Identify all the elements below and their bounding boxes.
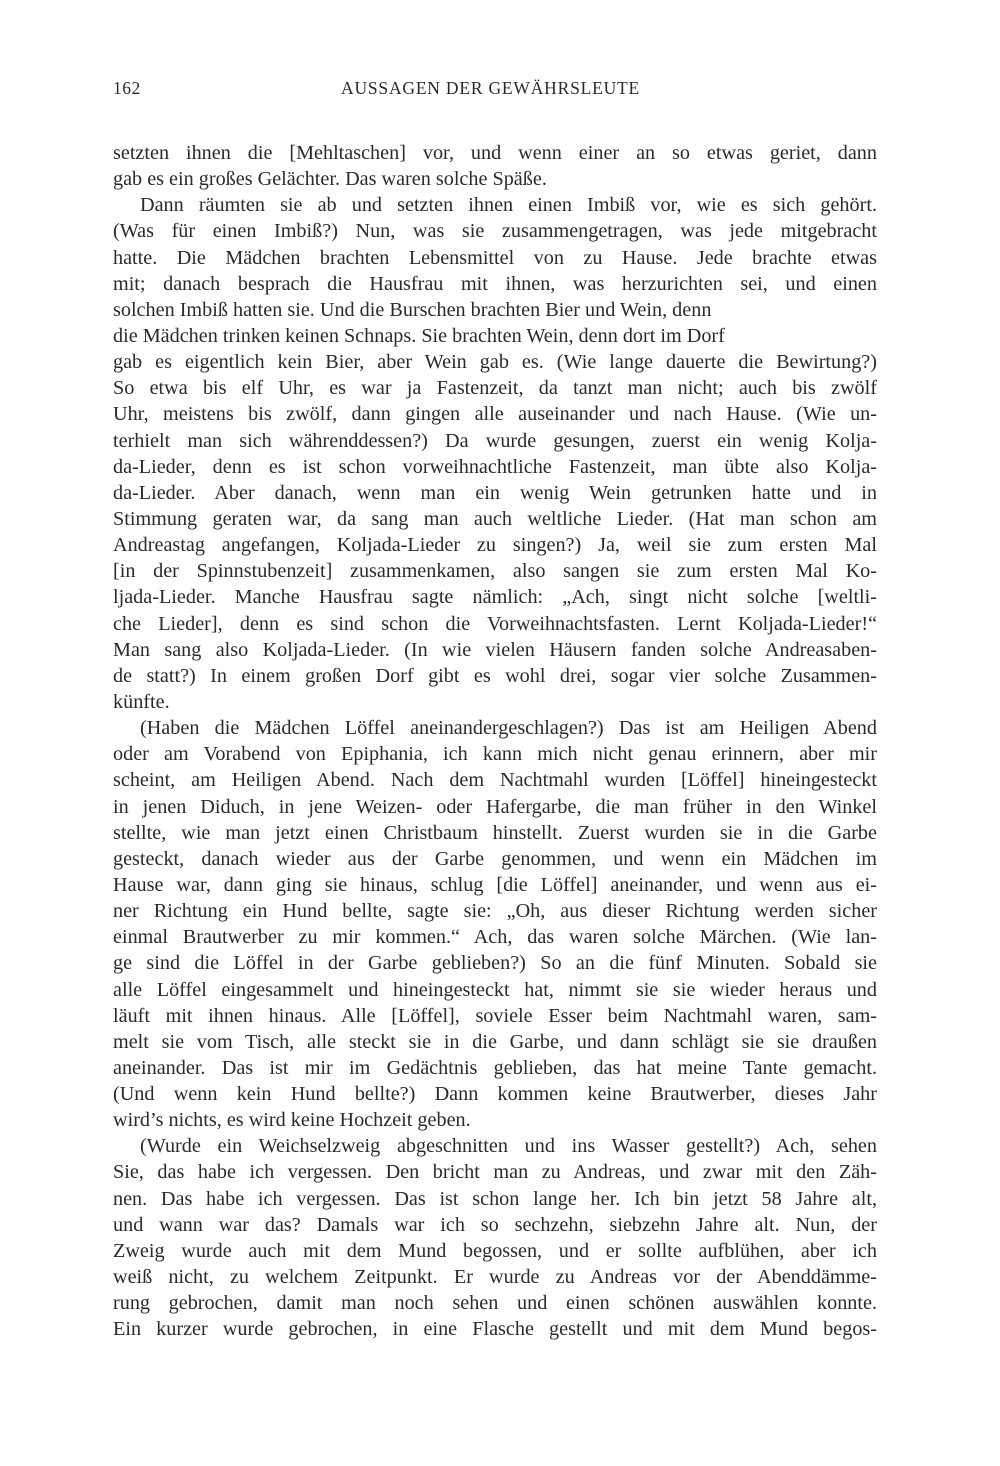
text-line: (Wurde ein Weichselzweig abgeschnitten und ins Wasser gestellt?) Ach, sehen <box>140 1135 877 1158</box>
text-line: gab es eigentlich kein Bier, aber Wein gab es. (Wie lange dauerte die Bewirtung?) <box>113 351 877 374</box>
text-line: da-Lieder. Aber danach, wenn man ein wenig Wein getrunken hatte und in <box>113 481 877 504</box>
text-line: in jenen Diduch, in jene Weizen- oder Hafergarbe, die man früher in den Winkel <box>113 795 877 818</box>
text-line: Dann räumten sie ab und setzten ihnen einen Imbiß vor, wie es sich gehört. <box>140 194 877 217</box>
text-line: [in der Spinnstubenzeit] zusammenkamen, also sangen sie zum ersten Mal Ko- <box>113 560 877 583</box>
text-line: So etwa bis elf Uhr, es war ja Fastenzeit, da tanzt man nicht; auch bis zwölf <box>113 377 877 400</box>
text-line: Andreastag angefangen, Koljada-Lieder zu singen?) Ja, weil sie zum ersten Mal <box>113 534 877 557</box>
text-line: melt sie vom Tisch, alle steckt sie in die Garbe, und dann schlägt sie sie draußen <box>113 1030 877 1053</box>
text-line: mit; danach besprach die Hausfrau mit ihnen, was herzurichten sei, und einen <box>113 272 877 295</box>
text-line: Ein kurzer wurde gebrochen, in eine Flasche gestellt und mit dem Mund begos- <box>113 1318 877 1341</box>
text-line: Sie, das habe ich vergessen. Den bricht man zu Andreas, und zwar mit den Zäh- <box>113 1161 877 1184</box>
text-line: (Und wenn kein Hund bellte?) Dann kommen keine Brautwerber, dieses Jahr <box>113 1083 877 1106</box>
text-line: nen. Das habe ich vergessen. Das ist schon lange her. Ich bin jetzt 58 Jahre alt, <box>113 1187 877 1210</box>
text-line: Uhr, meistens bis zwölf, dann gingen alle auseinander und nach Hause. (Wie un- <box>113 403 877 426</box>
page-number: 162 <box>113 78 141 98</box>
text-line: (Was für einen Imbiß?) Nun, was sie zusammengetragen, was jede mitgebracht <box>113 220 877 243</box>
text-line: die Mädchen trinken keinen Schnaps. Sie brachten Wein, denn dort im Dorf <box>113 324 725 347</box>
text-line: terhielt man sich währenddessen?) Da wurde gesungen, zuerst ein wenig Kolja- <box>113 429 877 452</box>
text-line: wird’s nichts, es wird keine Hochzeit geben. <box>113 1109 471 1132</box>
text-line: gesteckt, danach wieder aus der Garbe genommen, und wenn ein Mädchen im <box>113 847 877 870</box>
text-line: oder am Vorabend von Epiphania, ich kann mich nicht genau erinnern, aber mir <box>113 743 877 766</box>
text-line: alle Löffel eingesammelt und hineingesteckt hat, nimmt sie sie wieder heraus und <box>113 978 877 1001</box>
text-line: ner Richtung ein Hund bellte, sagte sie: „Oh, aus dieser Richtung werden sicher <box>113 900 877 923</box>
text-line: solchen Imbiß hatten sie. Und die Burschen brachten Bier und Wein, denn <box>113 298 712 321</box>
text-line: rung gebrochen, damit man noch sehen und einen schönen auswählen konnte. <box>113 1292 877 1315</box>
text-line: weiß nicht, zu welchem Zeitpunkt. Er wurde zu Andreas vor der Abenddämme- <box>113 1266 877 1289</box>
text-line: künfte. <box>113 690 170 713</box>
text-line: scheint, am Heiligen Abend. Nach dem Nachtmahl wurden [Löffel] hineingesteckt <box>113 769 877 792</box>
text-line: (Haben die Mädchen Löffel aneinandergeschlagen?) Das ist am Heiligen Abend <box>140 717 877 740</box>
text-line: che Lieder], denn es sind schon die Vorweihnachtsfasten. Lernt Koljada-Lieder!“ <box>113 612 877 635</box>
text-line: gab es ein großes Gelächter. Das waren solche Späße. <box>113 168 547 191</box>
text-line: ljada-Lieder. Manche Hausfrau sagte nämlich: „Ach, singt nicht solche [weltli- <box>113 586 877 609</box>
body-text <box>113 140 877 1342</box>
text-line: setzten ihnen die [Mehltaschen] vor, und wenn einer an so etwas geriet, dann <box>113 142 877 164</box>
running-head: AUSSAGEN DER GEWÄHRSLEUTE <box>341 78 641 98</box>
text-line: ge sind die Löffel in der Garbe geblieben?) So an die fünf Minuten. Sobald sie <box>113 952 877 975</box>
text-line: Hause war, dann ging sie hinaus, schlug [die Löffel] aneinander, und wenn aus ei- <box>113 873 877 896</box>
text-line: und wann war das? Damals war ich so sechzehn, siebzehn Jahre alt. Nun, der <box>113 1213 877 1236</box>
text-line: hatte. Die Mädchen brachten Lebensmittel von zu Hause. Jede brachte etwas <box>113 246 877 269</box>
text-line: Man sang also Koljada-Lieder. (In wie vielen Häusern fanden solche Andreasaben- <box>113 638 877 661</box>
text-line: Stimmung geraten war, da sang man auch weltliche Lieder. (Hat man schon am <box>113 507 877 530</box>
text-line: läuft mit ihnen hinaus. Alle [Löffel], soviele Esser beim Nachtmahl waren, sam- <box>113 1004 877 1027</box>
text-line: aneinander. Das ist mir im Gedächtnis geblieben, das hat meine Tante gemacht. <box>113 1056 877 1079</box>
text-line: da-Lieder, denn es ist schon vorweihnachtliche Fastenzeit, man übte also Kolja- <box>113 455 877 478</box>
text-line: Zweig wurde auch mit dem Mund begossen, und er sollte aufblühen, aber ich <box>113 1239 877 1262</box>
text-line: einmal Brautwerber zu mir kommen.“ Ach, das waren solche Märchen. (Wie lan- <box>113 926 877 949</box>
page-header <box>113 74 877 104</box>
text-line: de statt?) In einem großen Dorf gibt es wohl drei, sogar vier solche Zusammen- <box>113 664 877 687</box>
text-line: stellte, wie man jetzt einen Christbaum hinstellt. Zuerst wurden sie in die Garbe <box>113 821 877 844</box>
